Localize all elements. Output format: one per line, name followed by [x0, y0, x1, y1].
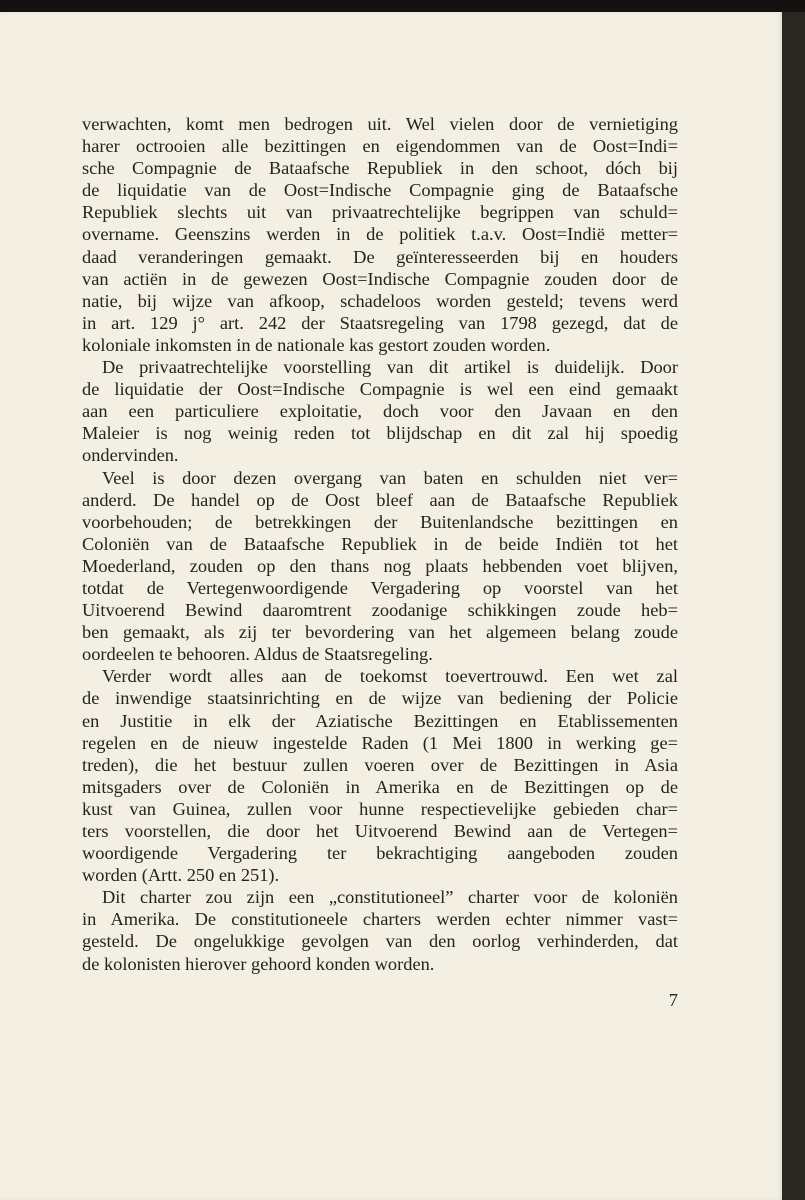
- text-line: in Amerika. De constitutioneele charters werden echter nimmer vast=: [82, 909, 678, 930]
- text-line: totdat de Vertegenwoordigende Vergadering op voorstel van het: [82, 577, 678, 598]
- text-line: de inwendige staatsinrichting en de wijze van bediening der Policie: [82, 688, 678, 709]
- text-line: Dit charter zou zijn een „constitutioneel” charter voor de koloniën: [102, 887, 678, 908]
- text-line: mitsgaders over de Coloniën in Amerika en de Bezittingen op de: [82, 776, 678, 797]
- text-line: Maleier is nog weinig reden tot blijdschap en dit zal hij spoedig: [82, 423, 678, 444]
- text-line: ben gemaakt, als zij ter bevordering van het algemeen belang zoude: [82, 622, 678, 643]
- text-line: Coloniën van de Bataafsche Republiek in de beide Indiën tot het: [82, 533, 678, 554]
- text-line: ondervinden.: [82, 445, 179, 466]
- paragraph: [82, 467, 678, 666]
- paragraph: [82, 665, 678, 886]
- text-line: voorbehouden; de betrekkingen der Buitenlandsche bezittingen en: [82, 511, 678, 532]
- text-line: woordigende Vergadering ter bekrachtiging aangeboden zouden: [82, 843, 678, 864]
- text-line: de kolonisten hierover gehoord konden worden.: [82, 953, 435, 974]
- text-line: anderd. De handel op de Oost bleef aan de Bataafsche Republiek: [82, 489, 678, 510]
- text-line: verwachten, komt men bedrogen uit. Wel vielen door de vernietiging: [82, 114, 678, 134]
- text-line: harer octrooien alle bezittingen en eigendommen van de Oost=Indi=: [82, 136, 678, 157]
- paragraph: [82, 886, 678, 974]
- text-line: Veel is door dezen overgang van baten en schulden niet ver=: [102, 467, 678, 488]
- text-line: in art. 129 j° art. 242 der Staatsregeling van 1798 gezegd, dat de: [82, 312, 678, 333]
- text-line: natie, bij wijze van afkoop, schadeloos worden gesteld; tevens werd: [82, 290, 678, 311]
- paragraph: [82, 356, 678, 466]
- text-line: daad veranderingen gemaakt. De geïnteresseerden bij en houders: [82, 246, 678, 267]
- text-line: sche Compagnie de Bataafsche Republiek in den schoot, dóch bij: [82, 158, 678, 179]
- text-line: Verder wordt alles aan de toekomst toevertrouwd. Een wet zal: [102, 666, 678, 687]
- text-line: overname. Geenszins werden in de politiek t.a.v. Oost=Indië metter=: [82, 224, 678, 245]
- text-line: ters voorstellen, die door het Uitvoerend Bewind aan de Vertegen=: [82, 821, 678, 841]
- text-line: van actiën in de gewezen Oost=Indische Compagnie zouden door de: [82, 268, 678, 289]
- text-line: de liquidatie der Oost=Indische Compagnie is wel een eind gemaakt: [82, 379, 678, 400]
- text-line: De privaatrechtelijke voorstelling van dit artikel is duidelijk. Door: [102, 357, 678, 378]
- text-line: kust van Guinea, zullen voor hunne respectievelijke gebieden char=: [82, 798, 678, 819]
- text-line: Moederland, zouden op den thans nog plaats hebbenden voet blijven,: [82, 555, 678, 576]
- text-line: koloniale inkomsten in de nationale kas gestort zouden worden.: [82, 334, 551, 355]
- body-text: [82, 113, 678, 975]
- text-line: oordeelen te behooren. Aldus de Staatsregeling.: [82, 644, 433, 665]
- text-line: gesteld. De ongelukkige gevolgen van den oorlog verhinderden, dat: [82, 931, 678, 952]
- text-line: Republiek slechts uit van privaatrechtelijke begrippen van schuld=: [82, 202, 678, 223]
- text-line: aan een particuliere exploitatie, doch voor den Javaan en den: [82, 401, 678, 422]
- text-line: en Justitie in elk der Aziatische Bezittingen en Etablissementen: [82, 710, 678, 731]
- text-line: treden), die het bestuur zullen voeren over de Bezittingen in Asia: [82, 754, 678, 775]
- page-number: 7: [668, 990, 678, 1010]
- text-line: worden (Artt. 250 en 251).: [82, 865, 280, 886]
- scan-right-border: [782, 12, 805, 1200]
- text-line: de liquidatie van de Oost=Indische Compagnie ging de Bataafsche: [82, 180, 678, 201]
- text-line: Uitvoerend Bewind daaromtrent zoodanige schikkingen zoude heb=: [82, 600, 678, 621]
- scan-top-border: [0, 0, 805, 12]
- paragraph: [82, 113, 678, 356]
- text-line: regelen en de nieuw ingestelde Raden (1 Mei 1800 in werking ge=: [82, 732, 678, 753]
